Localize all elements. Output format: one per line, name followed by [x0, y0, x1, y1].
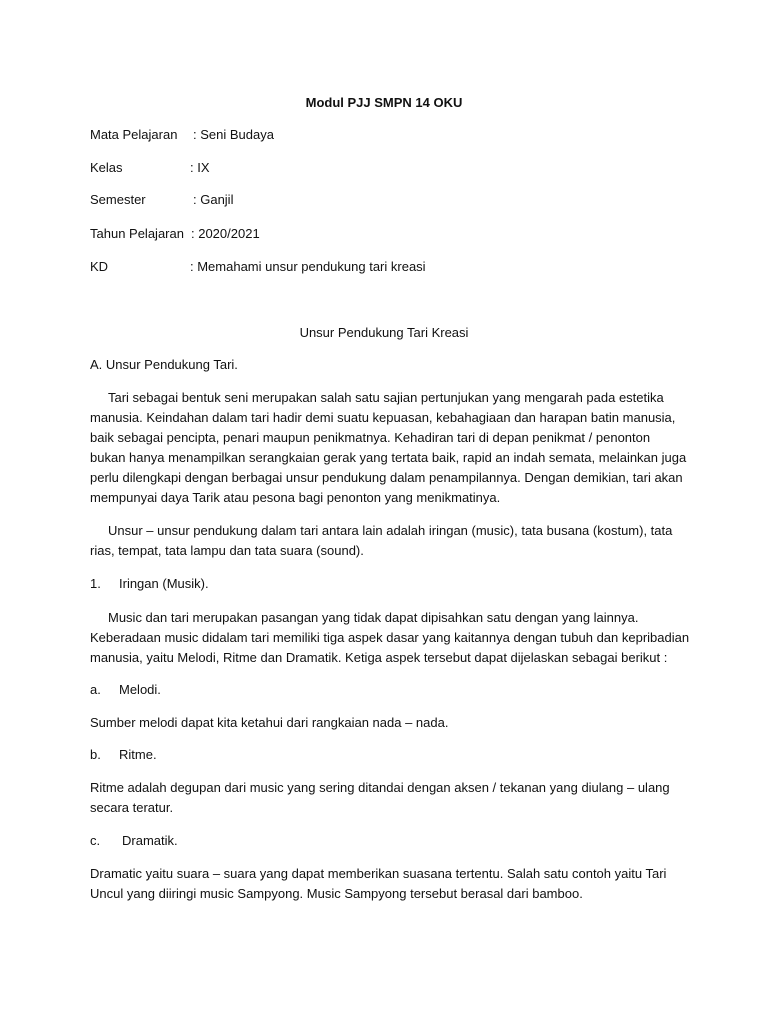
meta-value: : Seni Budaya [193, 127, 274, 142]
meta-value: : IX [190, 160, 210, 175]
paragraph-line: Tari sebagai bentuk seni merupakan salah satu sajian pertunjukan yang mengarah pada estetika [108, 390, 664, 405]
paragraph-line: perlu dilengkapi dengan berbagai unsur pendukung dalam penampilannya. Dengan demikian, tari akan [90, 470, 683, 485]
list-item-title: Iringan (Musik). [119, 576, 209, 591]
meta-label: Semester [90, 192, 146, 207]
list-item-title: Dramatik. [122, 833, 178, 848]
meta-row-school-year [90, 225, 260, 243]
paragraph-line: baik sebagai pencipta, penari maupun penikmatnya. Kehadiran tari di depan penikmat / penonton [90, 430, 651, 445]
paragraph-line: manusia, yaitu Melodi, Ritme dan Dramatik. Ketiga aspek tersebut dapat dijelaskan sebagai berikut : [90, 650, 668, 665]
paragraph-line: Keberadaan music didalam tari memiliki tiga aspek dasar yang kaitannya dengan tubuh dan kepribadian [90, 630, 690, 645]
list-marker: a. [90, 682, 101, 697]
section-title: Unsur Pendukung Tari Kreasi [299, 325, 469, 340]
paragraph-line: Dramatic yaitu suara – suara yang dapat memberikan suasana tertentu. Salah satu contoh yaitu Tari [90, 866, 667, 881]
paragraph-line: Unsur – unsur pendukung dalam tari antara lain adalah iringan (music), tata busana (kostum), tata [108, 523, 673, 538]
list-marker: 1. [90, 576, 101, 591]
meta-value: : Memahami unsur pendukung tari kreasi [190, 259, 426, 274]
meta-row-kd [90, 258, 426, 276]
list-marker: c. [90, 833, 101, 848]
paragraph-line: manusia. Keindahan dalam tari hadir demi suatu kepuasan, kebahagiaan dan harapan batin manusia, [90, 410, 676, 425]
paragraph-line: rias, tempat, tata lampu dan tata suara (sound). [90, 543, 364, 558]
meta-row-semester [90, 191, 234, 209]
list-item-title: Ritme. [119, 747, 157, 762]
paragraph-line: Ritme adalah degupan dari music yang sering ditandai dengan aksen / tekanan yang diulang – ulang [90, 780, 670, 795]
meta-row-class [90, 159, 210, 177]
paragraph-line: Uncul yang diiringi music Sampyong. Music Sampyong tersebut berasal dari bamboo. [90, 886, 583, 901]
meta-value: : Ganjil [193, 192, 234, 207]
paragraph-line: secara teratur. [90, 800, 174, 815]
list-marker: b. [90, 747, 101, 762]
meta-value: : 2020/2021 [191, 226, 260, 241]
paragraph-line: Music dan tari merupakan pasangan yang tidak dapat dipisahkan satu dengan yang lainnya. [108, 610, 639, 625]
document-title: Modul PJJ SMPN 14 OKU [305, 95, 463, 110]
meta-label: KD [90, 259, 109, 274]
meta-label: Mata Pelajaran [90, 127, 178, 142]
meta-label: Tahun Pelajaran [90, 226, 184, 241]
meta-label: Kelas [90, 160, 123, 175]
paragraph-line: mempunyai daya Tarik atau pesona bagi penonton yang menikmatinya. [90, 490, 501, 505]
meta-row-subject [90, 126, 274, 144]
heading-a: A. Unsur Pendukung Tari. [90, 357, 238, 372]
paragraph-line: bukan hanya menampilkan serangkaian gerak yang tertata baik, rapid an indah semata, melainkan juga [90, 450, 687, 465]
list-item-title: Melodi. [119, 682, 161, 697]
paragraph-line: Sumber melodi dapat kita ketahui dari rangkaian nada – nada. [90, 715, 449, 730]
